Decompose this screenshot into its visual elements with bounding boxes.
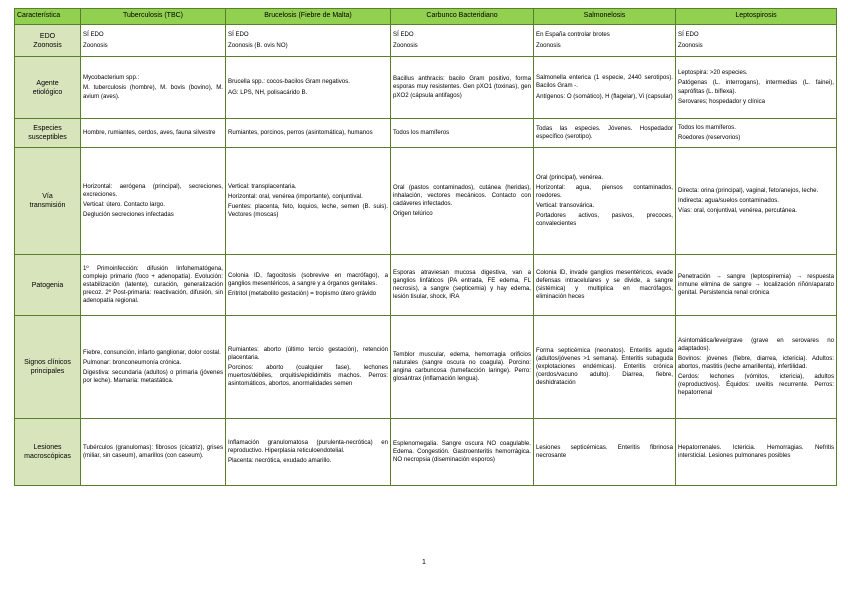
cell-paragraph: Roedores (reservorios) [678, 134, 741, 141]
cell-tuberculosis [81, 316, 226, 419]
cell-salmonelosis [534, 316, 676, 419]
cell-paragraph: Zoonosis [83, 41, 108, 49]
cell-paragraph: Zoonosis [536, 41, 561, 49]
table-row [15, 419, 837, 486]
row-label [15, 316, 81, 419]
cell-paragraph: Todas las especies. Jóvenes. Hospedador específico (serotipo). [536, 124, 673, 140]
cell-salmonelosis [534, 148, 676, 255]
page-number: 1 [422, 559, 426, 566]
cell-leptospirosis [676, 255, 837, 316]
cell-paragraph: Lesiones septicémicas. Enteritis fibrinosa necrosante [536, 443, 673, 459]
cell-paragraph: Inflamación granulomatosa (purulenta-necrótica) en reproductivo. Hiperplasia reticuloendotelial. [228, 438, 388, 454]
cell-brucelosis [226, 25, 391, 57]
cell-salmonelosis [534, 119, 676, 148]
cell-paragraph: Bacillus anthracis: bacilo Gram positivo, forma esporas muy resistentes. Gen pXO1 (toxinas), gen pXO2 (cápsula antifagos) [393, 75, 531, 99]
cell-paragraph: Vías: oral, conjuntival, venérea, percutánea. [678, 207, 797, 215]
cell-paragraph: Horizontal: aerógena (principal), secreciones, excreciones. [83, 182, 223, 198]
header-row [15, 9, 837, 25]
cell-paragraph: 1º Primoinfección: difusión linfohematógena, complejo primario (foco + adenopatía). Evolución: estabilización (latente), curación, generalización precoz. 2º Post-primaria: reactivación, difusión, sin adenopatía regional. [83, 264, 223, 305]
cell-paragraph: Brucella spp.: cocos-bacilos Gram negativos. [228, 78, 350, 86]
cell-brucelosis [226, 255, 391, 316]
cell-paragraph: SÍ EDO [83, 31, 104, 39]
comparison-table [14, 8, 837, 486]
table-row [15, 119, 837, 148]
cell-paragraph: Penetración → sangre (leptospiremia) → respuesta inmune elimina de sangre → localización riñón/aparato genital. Persistencia renal crónica [678, 272, 834, 297]
cell-tuberculosis [81, 119, 226, 148]
cell-salmonelosis [534, 255, 676, 316]
cell-leptospirosis [676, 25, 837, 57]
row-label-line: Zoonosis [33, 41, 62, 49]
cell-carbunco [391, 119, 534, 148]
cell-brucelosis [226, 148, 391, 255]
cell-paragraph: Salmonella enterica (1 especie, 2440 serotipos). Bacilos Gram -. [536, 74, 673, 90]
cell-leptospirosis [676, 119, 837, 148]
cell-carbunco [391, 148, 534, 255]
cell-paragraph: Mycobacterium spp.: [83, 74, 140, 82]
cell-carbunco [391, 316, 534, 419]
header-caracteristica: Característica [15, 9, 81, 25]
row-label-line: Lesiones [33, 444, 62, 451]
cell-paragraph: SÍ EDO [228, 31, 249, 39]
cell-brucelosis [226, 119, 391, 148]
cell-paragraph: Deglución secreciones infectadas [83, 211, 174, 219]
cell-salmonelosis [534, 25, 676, 57]
cell-paragraph: Esplenomegalia. Sangre oscura NO coagulable. Edema. Congestión. Gastroenteritis hemorrágica. NO necropsia (diseminación esporos) [393, 439, 531, 464]
cell-paragraph: Colonia ID, fagocitosis (sobrevive en macrófago), a ganglios mesentéricos, a sangre y a órganos genitales. [228, 271, 388, 287]
row-label-line: Vía [42, 193, 53, 200]
cell-carbunco [391, 57, 534, 119]
cell-paragraph: AG: LPS, NH, polisacárido B. [228, 88, 308, 96]
cell-brucelosis [226, 419, 391, 486]
cell-paragraph: Todos los mamíferos [393, 128, 450, 136]
cell-salmonelosis [534, 57, 676, 119]
header-salmonelosis: Salmonelosis [534, 9, 676, 25]
cell-tuberculosis [81, 148, 226, 255]
cell-paragraph: SÍ EDO [678, 31, 699, 39]
header-carbunco: Carbunco Bacteridiano [391, 9, 534, 25]
cell-paragraph: Origen telúrico [393, 210, 433, 218]
row-label-line: Signos clínicos [24, 359, 71, 366]
cell-paragraph: Pulmonar: bronconeumonía crónica. [83, 358, 182, 366]
cell-carbunco [391, 25, 534, 57]
cell-paragraph: Temblor muscular, edema, hemorragia orificios naturales (sangre oscura no coagula). Porcino: angina carbuncosa (tumefacción laringe). Perro: glosántrax (inflamación lengua). [393, 350, 531, 383]
cell-paragraph: Oral (principal), venérea. [536, 173, 604, 181]
row-label-line: susceptibles [28, 134, 67, 141]
table-row [15, 25, 837, 57]
cell-tuberculosis [81, 25, 226, 57]
cell-paragraph: Forma septicémica (neonatos). Enteritis aguda (adultos/jóvenes >1 semana). Enteritis subaguda (explotaciones endémicas). Enteritis crónica (cerdos/vacuno adulto). Diarrea, fiebre, deshidratación [536, 346, 673, 387]
table-row [15, 57, 837, 119]
cell-brucelosis [226, 316, 391, 419]
cell-paragraph: Asintomática/leve/grave (grave en serovares no adaptados). [678, 336, 834, 352]
row-label-line: transmisión [29, 202, 66, 209]
cell-paragraph: Rumiantes, porcinos, perros (asintomática), humanos [228, 128, 373, 136]
cell-paragraph: Zoonosis (B. ovis NO) [228, 41, 288, 49]
cell-salmonelosis [534, 419, 676, 486]
cell-paragraph: SÍ EDO [393, 31, 414, 39]
cell-paragraph: Fiebre, consunción, infarto ganglionar, dolor costal. [83, 348, 221, 356]
cell-leptospirosis [676, 419, 837, 486]
cell-paragraph: Leptospira: >20 especies. [678, 69, 748, 77]
cell-paragraph: Todos los mamíferos. [678, 123, 736, 131]
cell-leptospirosis [676, 148, 837, 255]
cell-paragraph: Vertical: transovárica. [536, 202, 595, 209]
row-label [15, 57, 81, 119]
cell-paragraph: Esporas atraviesan mucosa digestiva, van a ganglios linfáticos (PA entrada, FE edema, FL necrosis), a sangre (septicemia) y hay edema, lesión tisular, shock, IRA [393, 268, 531, 301]
cell-paragraph: Vertical: útero. Contacto largo. [83, 201, 165, 208]
cell-leptospirosis [676, 57, 837, 119]
cell-tuberculosis [81, 255, 226, 316]
cell-paragraph: Horizontal: oral, venérea (importante), conjuntival. [228, 192, 363, 200]
cell-paragraph: Rumiantes: aborto (último tercio gestación), retención placentaria. [228, 345, 388, 361]
cell-tuberculosis [81, 419, 226, 486]
cell-paragraph: Tubérculos (granulomas): fibrosos (cicatriz), grises (miliar, sin caseum), amarillos (con caseum). [83, 443, 223, 459]
cell-carbunco [391, 255, 534, 316]
row-label-line: principales [30, 368, 65, 375]
cell-paragraph: Horizontal: agua, piensos contaminados, roedores. [536, 183, 673, 199]
row-label [15, 25, 81, 57]
cell-paragraph: Directa: orina (principal), vaginal, feto/anejos, leche. [678, 186, 819, 194]
row-label-line: EDO [39, 32, 56, 40]
cell-carbunco [391, 419, 534, 486]
cell-paragraph: Zoonosis [393, 41, 418, 49]
cell-paragraph: Oral (pastos contaminados), cutánea (heridas), inhalación, vectores mecánicos. Contacto con cadáveres infectados. [393, 183, 531, 207]
cell-tuberculosis [81, 57, 226, 119]
cell-paragraph: Vertical: transplacentaria. [228, 182, 297, 190]
table-row [15, 148, 837, 255]
cell-paragraph: Hepatorrenales. Ictericia. Hemorragias. Nefritis intersticial. Lesiones pulmonares posibles [678, 443, 834, 459]
cell-brucelosis [226, 57, 391, 119]
cell-paragraph: Portadores activos, pasivos, precoces, convalecientes [536, 212, 673, 228]
row-label-line: Patogenia [31, 281, 64, 289]
cell-paragraph: Eritritol (metabolito gestación) = tropismo útero grávido [228, 290, 377, 298]
cell-paragraph: Colonia ID, invade ganglios mesentéricos, evade defensas intracelulares y se divide, a sangre (sistémica) y multiplica en macrófagos, eliminación heces [536, 268, 673, 301]
cell-paragraph: Indirecta: agua/suelos contaminados. [678, 196, 779, 204]
header-leptospirosis: Leptospirosis [676, 9, 837, 25]
row-label [15, 148, 81, 255]
row-label-line: Especies [33, 125, 62, 132]
cell-paragraph: Digestiva: secundaria (adultos) o primaria (jóvenes por leche). Mamaria: metastática. [83, 369, 223, 385]
row-label-line: etiológico [32, 88, 63, 96]
cell-paragraph: Cerdos: lechones (vómitos, ictericia), adultos (reproductivos). Équidos: uveítis recurrente. Perros: hepatorrenal [678, 373, 834, 397]
cell-paragraph: Patógenas (L. interrogans), intermedias (L. fainei), saprófitas (L. biflexa). [678, 79, 834, 95]
cell-paragraph: Serovares; hospedador y clínica [678, 97, 766, 105]
header-brucelosis: Brucelosis (Fiebre de Malta) [226, 9, 391, 25]
row-label [15, 419, 81, 486]
cell-leptospirosis [676, 316, 837, 419]
row-label-line: macroscópicas [24, 453, 71, 460]
row-label [15, 255, 81, 316]
cell-paragraph: Bovinos: jóvenes (fiebre, diarrea, ictericia). Adultos: abortos, mastitis (leche amarillenta), infertilidad. [678, 354, 834, 370]
table-row [15, 316, 837, 419]
cell-paragraph: Hombre, rumiantes, cerdos, aves, fauna silvestre [83, 128, 216, 136]
cell-paragraph: Fuentes: placenta, feto, loquios, leche, semen (B. suis). Vectores (moscas) [228, 203, 388, 219]
cell-paragraph: Zoonosis [678, 41, 703, 49]
cell-paragraph: M. tuberculosis (hombre), M. bovis (bovino), M. avium (aves). [83, 84, 223, 100]
table-row [15, 255, 837, 316]
cell-paragraph: En España controlar brotes [536, 31, 610, 39]
row-label [15, 119, 81, 148]
cell-paragraph: Antígenos: O (somático), H (flagelar), Vi (capsular) [536, 92, 673, 100]
cell-paragraph: Placenta: necrótica, exudado amarillo. [228, 457, 332, 465]
header-tuberculosis: Tuberculosis (TBC) [81, 9, 226, 25]
cell-paragraph: Porcinos: aborto (cualquier fase), lechones muertos/débiles, orquitis/epididimitis machos. Perros: asintomáticos, abortos, anormalidades semen [228, 363, 388, 388]
row-label-line: Agente [36, 79, 59, 87]
